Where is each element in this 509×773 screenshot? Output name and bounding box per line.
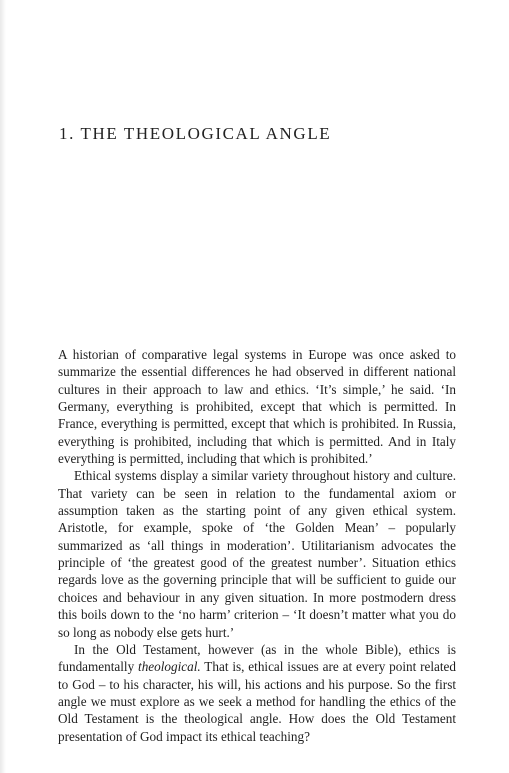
body-text [58,346,456,745]
italic-term: theological. [138,659,201,675]
paragraph-1-text: A historian of comparative legal systems in Europe was once asked to summarize the essential differences he had observed in different national cultures in their approach to law and ethics. ‘It’s simple,’ he said. ‘In Germany, everything is prohibited, except that which is permitted. In France, everything is permitted, except that which is prohibited. In Russia, everything is prohibited, including that which is permitted. And in Italy everything is permitted, including that which is prohibited.’ [58,347,456,467]
paragraph-3-text-start: In the Old Testament, however (as in the whole Bible), ethics is fundamentally [58,641,456,675]
chapter-heading: 1. THE THEOLOGICAL ANGLE [59,124,332,143]
paragraph-1 [58,346,456,467]
paragraph-3 [58,641,456,745]
paragraph-2-text: Ethical systems display a similar variety throughout history and culture. That variety can be seen in relation to the fundamental axiom or assumption taken as the starting point of any given ethical system. Aristotle, for example, spoke of ‘the Golden Mean’ – popularly summarized as ‘all things in moderation’. Utilitarianism advocates the principle of ‘the greatest good of the greatest number’. Situation ethics regards love as the governing principle that will be sufficient to guide our choices and behaviour in any given situation. In more postmodern dress this boils down to the ‘no harm’ criterion – ‘It doesn’t matter what you do so long as nobody else gets hurt.’ [58,468,456,640]
paragraph-3-text-end: That is, ethical issues are at every point related to God – to his character, his will, his actions and his purpose. So the first angle we must explore as we seek a method for handling the ethics of the Old Testament is the theological angle. How does the Old Testament presentation of God impact its ethical teaching? [58,659,457,744]
paragraph-2 [58,467,456,640]
page-edge-shadow [0,0,6,773]
